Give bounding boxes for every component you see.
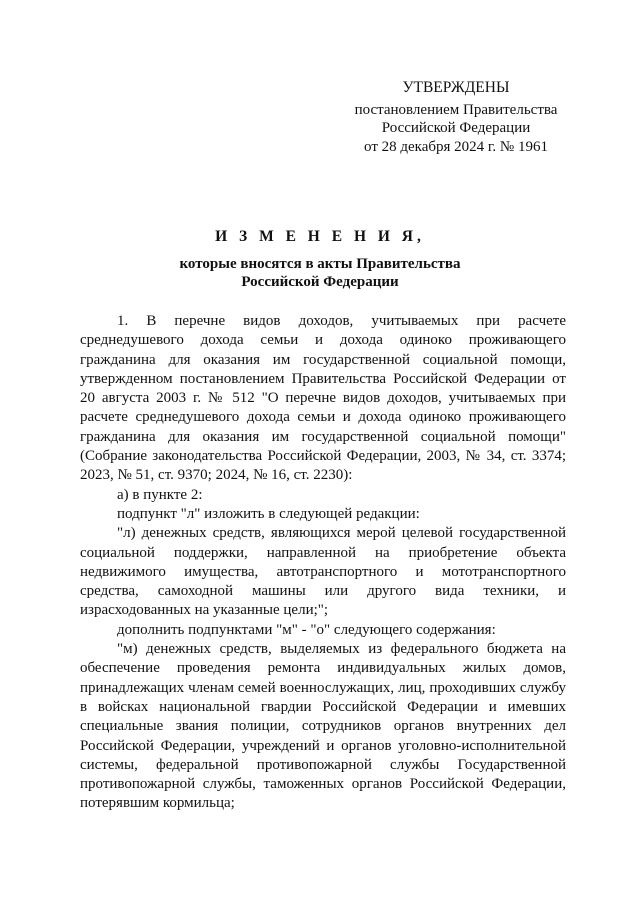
- heading-subtitle: которые вносятся в акты Правительства: [179, 256, 461, 272]
- paragraph-add-subitems: дополнить подпунктами "м" - "о" следующего содержания:: [117, 621, 496, 638]
- approval-date: от 28 декабря 2024 г. № 1961: [364, 138, 548, 155]
- approval-line: Российской Федерации: [381, 120, 531, 136]
- approval-block: [340, 79, 572, 156]
- paragraph-subitem-l-intro: подпункт "л" изложить в следующей редакции:: [117, 505, 420, 522]
- approval-title: УТВЕРЖДЕНЫ: [402, 79, 510, 96]
- paragraph-subitem-m-text: "м) денежных средств, выделяемых из федерального бюджета на обеспечение проведения ремонта индивидуальных жилых домов, принадлежащих членам семей военнослужащих, лиц, проходивших службу в войсках национальной гвардии Российской Федерации и имевших специальные звания полиции, сотрудников органов внутренних дел Российской Федерации, учреждений и органов уголовно-исполнительной системы, федеральной противопожарной службы Государственной противопожарной службы, таможенных органов Российской Федерации, потерявшим кормильца;: [80, 641, 566, 812]
- document-heading: [60, 228, 580, 291]
- paragraph-subitem-l-text: "л) денежных средств, являющихся мерой целевой государственной социальной поддержки, направленной на приобретение объекта недвижимого имущества, автотранспортного и мототранспортного средства, самоходной машины или другого вида техники, и израсходованных на указанные цели;";: [80, 525, 566, 619]
- approval-line: постановлением Правительства: [354, 101, 558, 118]
- heading-subtitle: Российской Федерации: [241, 274, 399, 290]
- paragraph-item-a: а) в пункте 2:: [117, 486, 203, 503]
- heading-title: И З М Е Н Е Н И Я,: [215, 228, 425, 245]
- document-body: [80, 312, 566, 814]
- paragraph-item-1: 1. В перечне видов доходов, учитываемых при расчете среднедушевого дохода семьи и дохода одиноко проживающего гражданина для оказания им государственной социальной помощи, утвержденном постановлением Правительства Российской Федерации от 20 августа 2003 г. № 512 "О перечне видов доходов, учитываемых при расчете среднедушевого дохода семьи и дохода одиноко проживающего гражданина для оказания им государственной социальной помощи" (Собрание законодательства Российской Федерации, 2003, № 34, ст. 3374; 2023, № 51, ст. 9370; 2024, № 16, ст. 2230):: [80, 313, 566, 484]
